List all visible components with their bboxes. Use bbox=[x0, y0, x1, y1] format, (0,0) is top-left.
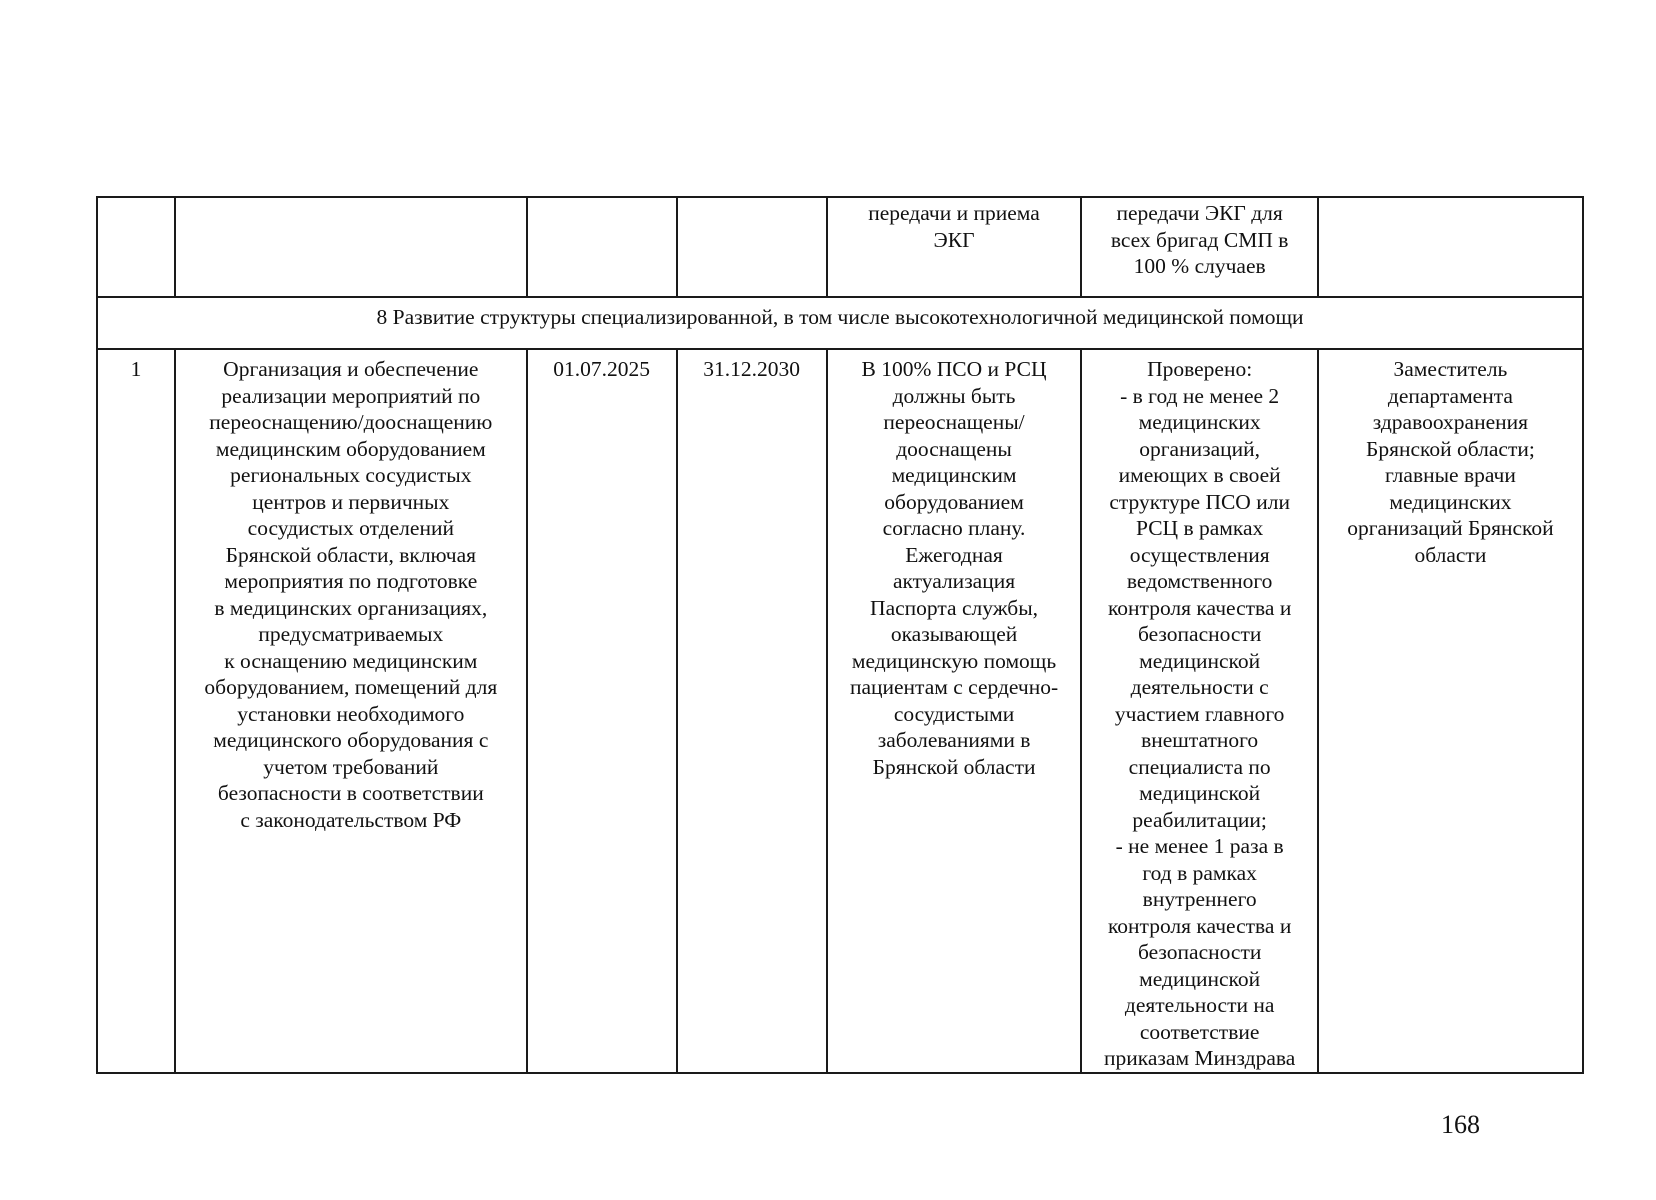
cell-start-date: 01.07.2025 bbox=[527, 349, 677, 1073]
text-line: передачи и приема bbox=[868, 201, 1040, 225]
text-line: - в год не менее 2 bbox=[1120, 383, 1280, 408]
text-line: осуществления bbox=[1129, 542, 1270, 567]
cell-end-date bbox=[677, 197, 827, 297]
text-line: региональных сосудистых bbox=[230, 463, 472, 487]
text-line: медицинской bbox=[1139, 966, 1261, 991]
text-line: безопасности в соответствии bbox=[217, 781, 484, 805]
text-line: с законодательством РФ bbox=[240, 807, 462, 832]
text-line: сосудистых отделений bbox=[247, 516, 454, 540]
text-line: Заместитель bbox=[1393, 357, 1508, 381]
text-line: оказывающей bbox=[890, 622, 1018, 646]
cell-result bbox=[827, 349, 1082, 1073]
text-line: 100 % случаев bbox=[1133, 254, 1266, 278]
text-line: согласно плану. bbox=[882, 516, 1026, 540]
text-line: медицинской bbox=[1139, 648, 1261, 673]
text-line: центров и первичных bbox=[252, 489, 450, 514]
text-line: всех бригад СМП в bbox=[1110, 227, 1289, 252]
text-line: Проверено: bbox=[1147, 357, 1253, 381]
text-line: медицинским bbox=[891, 463, 1017, 487]
cell-number bbox=[97, 197, 175, 297]
text-line: соответствие bbox=[1139, 1019, 1260, 1044]
text-line: мероприятия по подготовке bbox=[224, 569, 478, 593]
text-line: переоснащению/дооснащению bbox=[209, 410, 493, 434]
activity-plan-table bbox=[96, 196, 1584, 1074]
text-line: участием главного bbox=[1114, 701, 1285, 726]
text-line: Брянской области, включая bbox=[225, 542, 477, 567]
text-line: передачи ЭКГ для bbox=[1116, 201, 1283, 225]
cell-number: 1 bbox=[97, 349, 175, 1073]
page-number: 168 bbox=[1441, 1110, 1480, 1139]
text-line: пациентам с сердечно- bbox=[849, 675, 1059, 699]
text-line: в медицинских организациях, bbox=[214, 595, 488, 620]
text-line: Ежегодная bbox=[905, 542, 1003, 567]
text-line: безопасности bbox=[1137, 940, 1262, 964]
text-line: специалиста по bbox=[1128, 754, 1271, 779]
text-line: безопасности bbox=[1137, 622, 1262, 646]
text-line: ЭКГ bbox=[933, 227, 975, 252]
cell-end-date: 31.12.2030 bbox=[677, 349, 827, 1073]
text-line: контроля качества и bbox=[1107, 595, 1292, 620]
text-line: медицинского оборудования с bbox=[213, 728, 489, 752]
text-line: дооснащены bbox=[896, 436, 1012, 461]
text-line: главные врачи bbox=[1384, 463, 1516, 487]
text-line: оборудованием, помещений для bbox=[204, 675, 498, 699]
text-line: реабилитации; bbox=[1132, 807, 1267, 832]
text-line: к оснащению медицинским bbox=[224, 648, 478, 673]
text-line: учетом требований bbox=[263, 754, 439, 779]
text-line: Брянской области bbox=[872, 754, 1036, 779]
text-line: контроля качества и bbox=[1107, 913, 1292, 938]
text-line: В 100% ПСО и РСЦ bbox=[861, 357, 1047, 381]
text-line: приказам Минздрава bbox=[1103, 1046, 1296, 1070]
table-row-section bbox=[97, 297, 1583, 349]
text-line: переоснащены/ bbox=[883, 410, 1025, 434]
text-line: Организация и обеспечение bbox=[223, 357, 479, 381]
text-line: области bbox=[1414, 542, 1487, 567]
text-line: Паспорта службы, bbox=[870, 595, 1039, 620]
text-line: структуре ПСО или bbox=[1109, 489, 1290, 514]
text-line: медицинской bbox=[1139, 781, 1261, 805]
text-line: имеющих в своей bbox=[1118, 463, 1281, 487]
text-line: деятельности с bbox=[1130, 675, 1269, 699]
cell-responsible bbox=[1318, 197, 1583, 297]
cell-responsible bbox=[1318, 349, 1583, 1073]
text-line: ведомственного bbox=[1126, 569, 1273, 593]
text-line: департамента bbox=[1387, 383, 1513, 408]
text-line: медицинскую помощь bbox=[851, 648, 1057, 673]
text-line: внештатного bbox=[1141, 728, 1259, 752]
text-line: РСЦ в рамках bbox=[1135, 516, 1264, 540]
cell-result bbox=[827, 197, 1082, 297]
cell-event bbox=[175, 197, 526, 297]
text-line: - не менее 1 раза в bbox=[1115, 834, 1284, 858]
text-line: сосудистыми bbox=[893, 701, 1015, 726]
cell-event bbox=[175, 349, 526, 1073]
text-line: предусматриваемых bbox=[258, 622, 444, 646]
cell-control bbox=[1081, 197, 1317, 297]
text-line: деятельности на bbox=[1124, 993, 1275, 1017]
text-line: здравоохранения bbox=[1372, 410, 1529, 434]
text-line: Брянской области; bbox=[1365, 436, 1535, 461]
cell-control bbox=[1081, 349, 1317, 1073]
text-line: медицинских bbox=[1389, 489, 1512, 514]
text-line: установки необходимого bbox=[237, 701, 465, 726]
text-line: внутреннего bbox=[1142, 887, 1257, 911]
text-line: год в рамках bbox=[1142, 860, 1257, 885]
table-row-continuation bbox=[97, 197, 1583, 297]
text-line: организаций Брянской bbox=[1347, 516, 1554, 540]
text-line: медицинским оборудованием bbox=[215, 436, 486, 461]
text-line: медицинских bbox=[1138, 410, 1261, 434]
text-line: организаций, bbox=[1139, 436, 1261, 461]
text-line: должны быть bbox=[892, 383, 1016, 408]
cell-start-date bbox=[527, 197, 677, 297]
text-line: заболеваниями в bbox=[877, 728, 1031, 752]
text-line: реализации мероприятий по bbox=[221, 383, 481, 408]
text-line: актуализация bbox=[892, 569, 1016, 593]
section-title: 8 Развитие структуры специализированной, в том числе высокотехнологичной медицинской помощи bbox=[97, 297, 1583, 349]
table-row bbox=[97, 349, 1583, 1073]
text-line: оборудованием bbox=[884, 489, 1024, 514]
